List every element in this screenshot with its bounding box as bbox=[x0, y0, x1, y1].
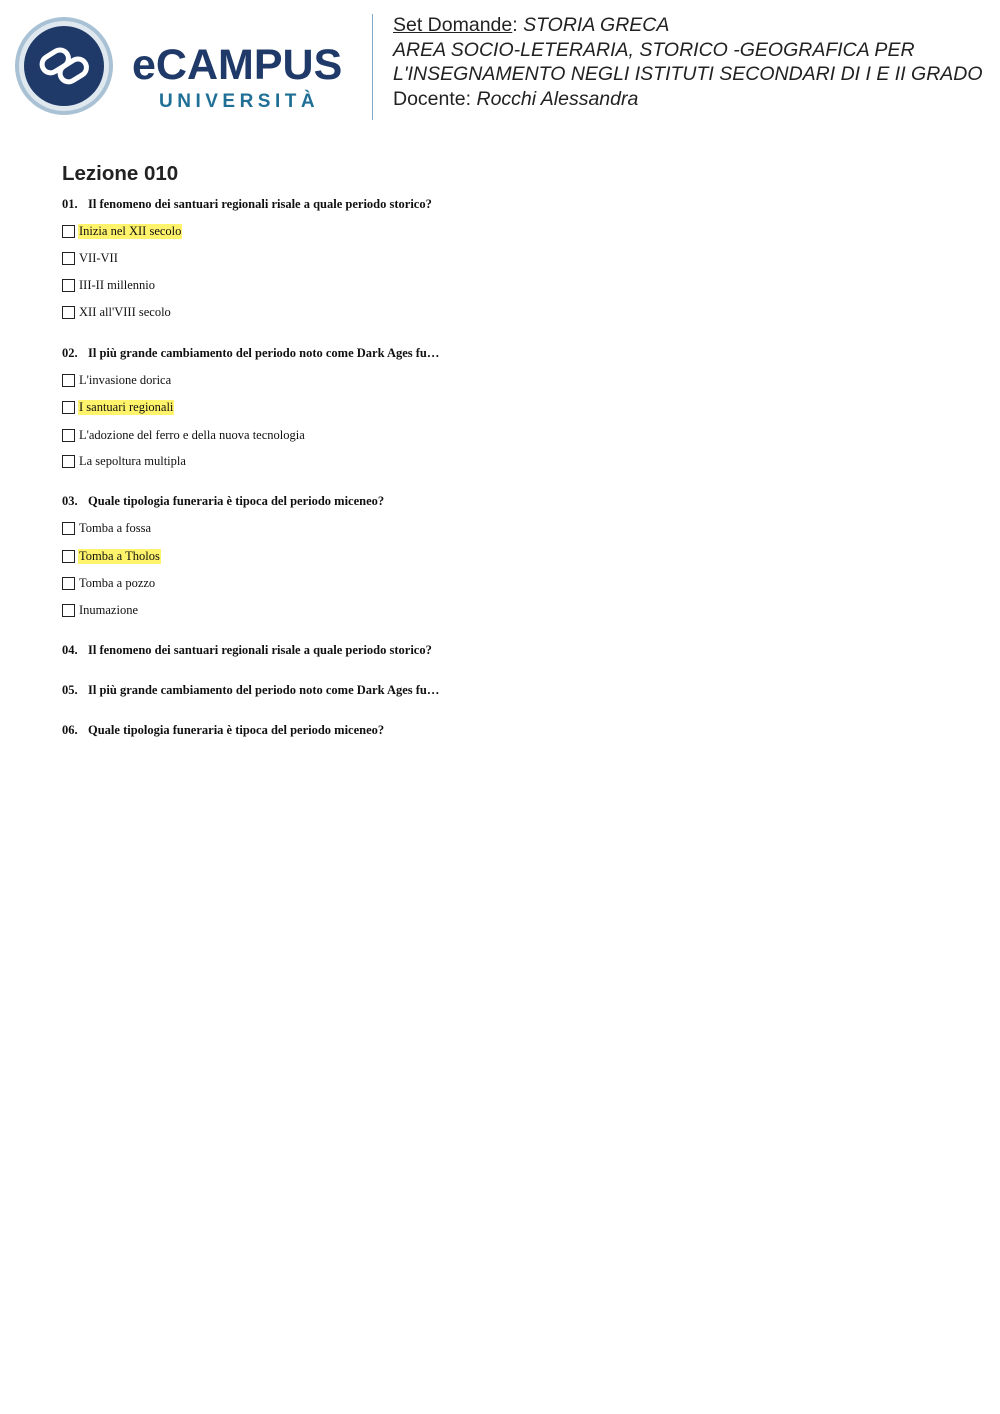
checkbox[interactable] bbox=[62, 455, 75, 468]
answer-option[interactable] bbox=[62, 250, 119, 266]
checkbox[interactable] bbox=[62, 429, 75, 442]
question-06 bbox=[62, 723, 384, 738]
option-text: Inumazione bbox=[79, 602, 139, 617]
option-text: Tomba a Tholos bbox=[79, 548, 160, 563]
course-info bbox=[393, 13, 983, 111]
answer-option[interactable] bbox=[62, 304, 172, 320]
question-text: Quale tipologia funeraria è tipoca del periodo miceneo? bbox=[88, 494, 385, 508]
question-number: 06. bbox=[62, 723, 78, 737]
checkbox[interactable] bbox=[62, 550, 75, 563]
question-text: Il fenomeno dei santuari regionali risale a quale periodo storico? bbox=[88, 197, 432, 211]
question-number: 04. bbox=[62, 643, 78, 657]
answer-option[interactable] bbox=[62, 399, 174, 415]
question-01 bbox=[62, 197, 432, 212]
course-area-line1: AREA SOCIO-LETERARIA, STORICO -GEOGRAFICA PER bbox=[393, 38, 915, 61]
question-text: Il più grande cambiamento del periodo noto come Dark Ages fu… bbox=[88, 346, 440, 360]
header-divider bbox=[372, 14, 373, 120]
option-text: La sepoltura multipla bbox=[79, 453, 186, 468]
logo-wordmark: eCAMPUS bbox=[132, 41, 343, 89]
question-number: 03. bbox=[62, 494, 78, 508]
option-text: XII all'VIII secolo bbox=[79, 304, 171, 319]
question-02 bbox=[62, 346, 439, 361]
ecampus-logo bbox=[14, 15, 359, 117]
answer-option[interactable] bbox=[62, 372, 172, 388]
checkbox[interactable] bbox=[62, 522, 75, 535]
option-text: III-II millennio bbox=[79, 277, 156, 292]
docente-name: Rocchi Alessandra bbox=[476, 87, 639, 110]
checkbox[interactable] bbox=[62, 225, 75, 238]
checkbox[interactable] bbox=[62, 252, 75, 265]
lesson-title: Lezione 010 bbox=[62, 162, 179, 185]
answer-option[interactable] bbox=[62, 223, 182, 239]
question-number: 05. bbox=[62, 683, 78, 697]
answer-option[interactable] bbox=[62, 602, 139, 618]
question-05 bbox=[62, 683, 439, 698]
page-header bbox=[0, 0, 1000, 130]
checkbox[interactable] bbox=[62, 604, 75, 617]
checkbox[interactable] bbox=[62, 401, 75, 414]
checkbox[interactable] bbox=[62, 279, 75, 292]
answer-option[interactable] bbox=[62, 548, 161, 564]
docente-label: Docente: bbox=[393, 87, 472, 110]
question-number: 01. bbox=[62, 197, 78, 211]
option-text: L'adozione del ferro e della nuova tecnologia bbox=[79, 427, 305, 442]
question-text: Il fenomeno dei santuari regionali risale a quale periodo storico? bbox=[88, 643, 432, 657]
checkbox[interactable] bbox=[62, 374, 75, 387]
set-label: Set Domande bbox=[393, 14, 513, 36]
answer-option[interactable] bbox=[62, 453, 187, 469]
question-number: 02. bbox=[62, 346, 78, 360]
question-04 bbox=[62, 643, 432, 658]
course-title-line: Set Domande: STORIA GRECA bbox=[393, 14, 670, 36]
option-text: Tomba a fossa bbox=[79, 520, 152, 535]
docente-line bbox=[393, 87, 983, 112]
answer-option[interactable] bbox=[62, 575, 156, 591]
answer-option[interactable] bbox=[62, 520, 152, 536]
question-text: Il più grande cambiamento del periodo noto come Dark Ages fu… bbox=[88, 683, 440, 697]
option-text: L'invasione dorica bbox=[79, 372, 172, 387]
checkbox[interactable] bbox=[62, 577, 75, 590]
logo-subtitle: UNIVERSITÀ bbox=[159, 91, 320, 112]
answer-option[interactable] bbox=[62, 427, 306, 443]
question-03 bbox=[62, 494, 384, 509]
course-title: STORIA GRECA bbox=[523, 14, 670, 36]
checkbox[interactable] bbox=[62, 306, 75, 319]
option-text: Inizia nel XII secolo bbox=[79, 223, 182, 238]
option-text: VII-VII bbox=[79, 250, 118, 265]
question-text: Quale tipologia funeraria è tipoca del periodo miceneo? bbox=[88, 723, 385, 737]
option-text: I santuari regionali bbox=[79, 399, 174, 414]
option-text: Tomba a pozzo bbox=[79, 575, 156, 590]
course-area-line2: L'INSEGNAMENTO NEGLI ISTITUTI SECONDARI DI I E II GRADO bbox=[393, 63, 983, 85]
answer-option[interactable] bbox=[62, 277, 156, 293]
